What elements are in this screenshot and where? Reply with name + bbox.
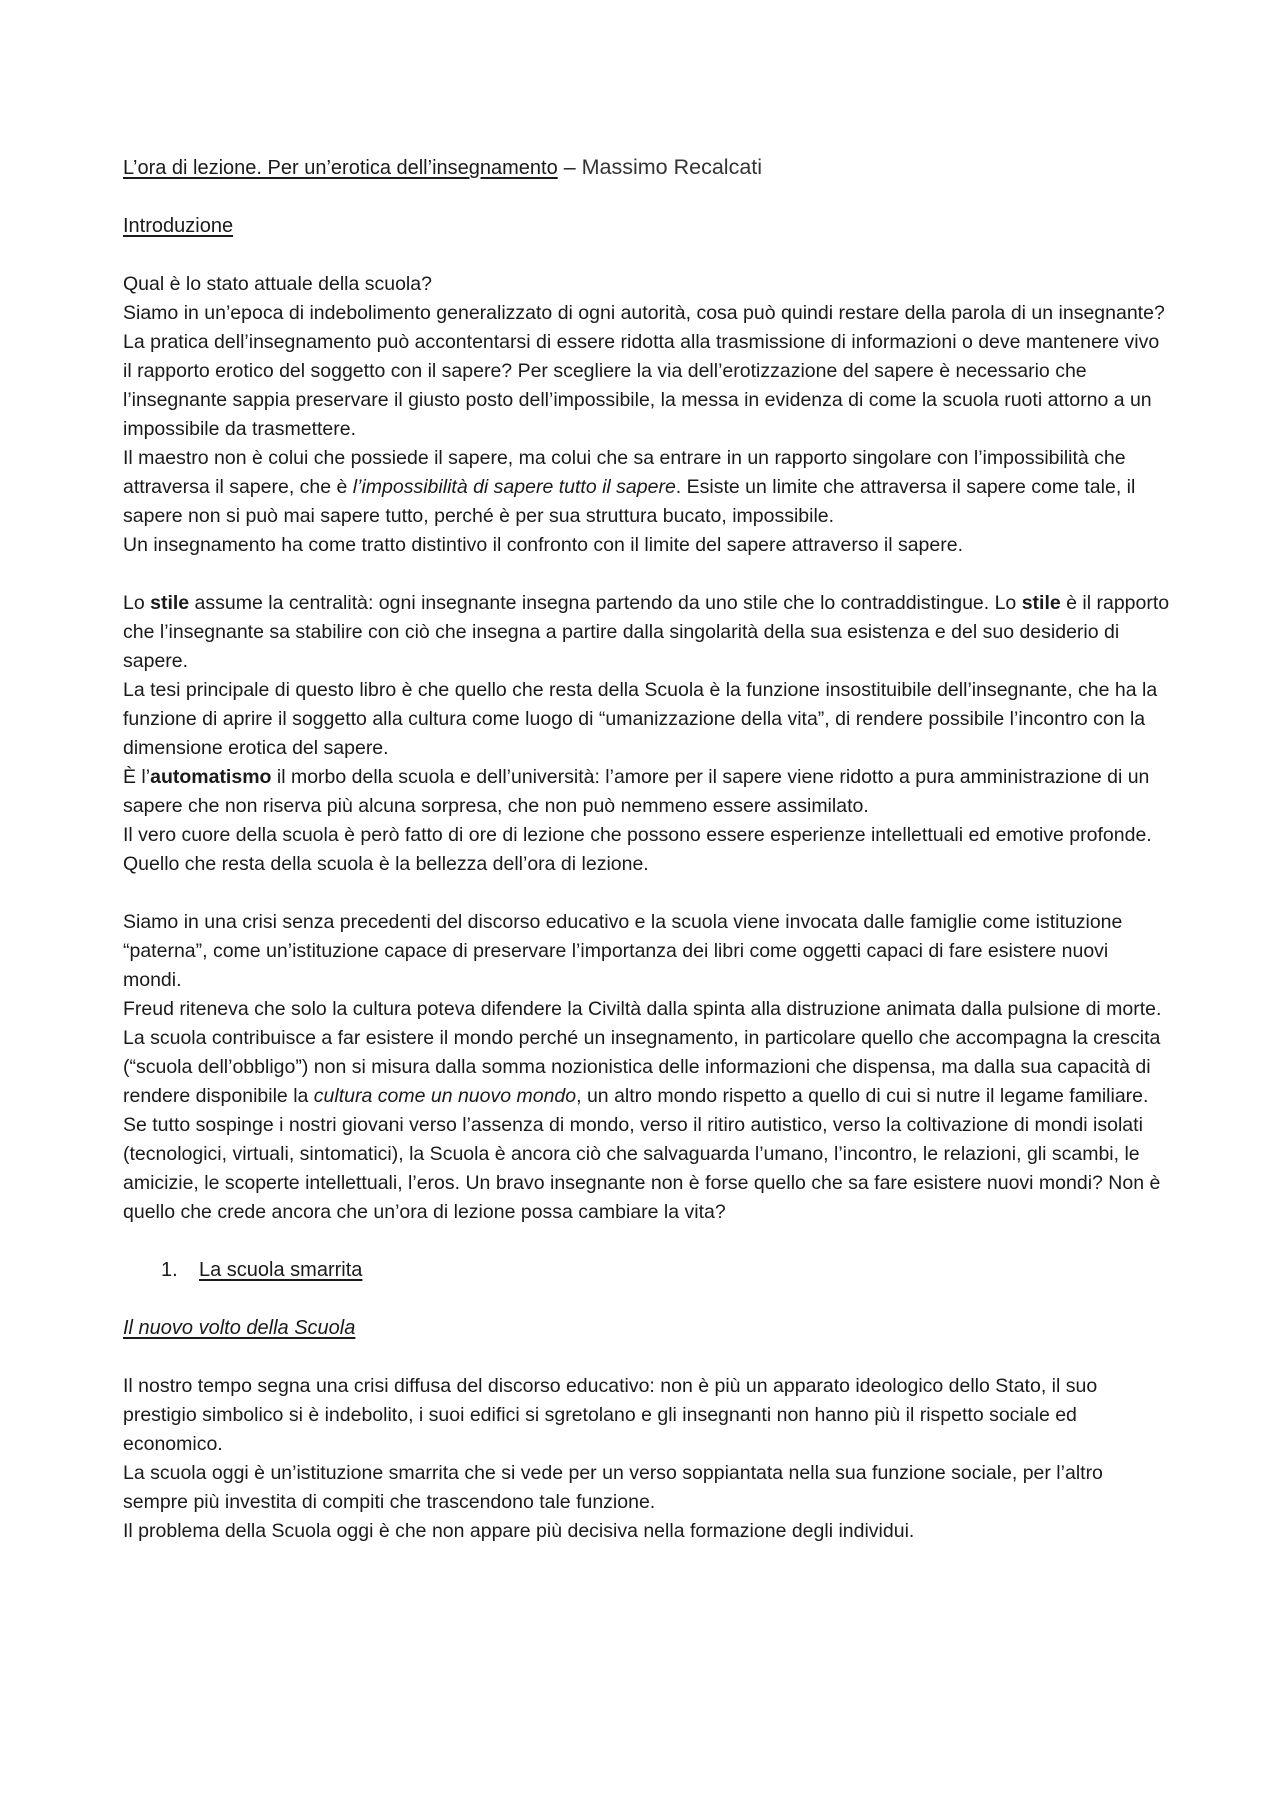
- text-run: , un altro mondo rispetto a quello di cui si nutre il legame familiare.: [576, 1085, 1149, 1107]
- paragraph: [123, 589, 1170, 676]
- section-subheading: Il nuovo volto della Scuola: [123, 1317, 356, 1339]
- paragraph: Siamo in un’epoca di indebolimento generalizzato di ogni autorità, cosa può quindi restare della parola di un insegnante? La pratica dell’insegnamento può accontentarsi di essere ridotta alla trasmissione di informazioni o deve mantenere vivo il rapporto erotico del soggetto con il sapere? Per scegliere la via dell’erotizzazione del sapere è necessario che l’insegnante sappia preservare il giusto posto dell’impossibile, la messa in evidenza di come la scuola ruoti attorno a un impossibile da trasmettere.: [123, 302, 1165, 440]
- text-run: il morbo della scuola e dell’università: l’amore per il sapere viene ridotto a pura amministrazione di un sapere che non riserva più alcuna sorpresa, che non può nemmeno essere assimilato.: [123, 766, 1150, 817]
- paragraph: La tesi principale di questo libro è che quello che resta della Scuola è la funzione insostituibile dell’insegnante, che ha la funzione di aprire il soggetto alla cultura come luogo di “umanizzazione della vita”, di rendere possibile l’incontro con la dimensione erotica del sapere.: [123, 679, 1158, 759]
- chapter-number: 1.: [161, 1259, 178, 1281]
- chapter-title: La scuola smarrita: [199, 1259, 363, 1281]
- document-title: [123, 152, 1170, 183]
- paragraph: [123, 444, 1170, 531]
- paragraph: La scuola oggi è un’istituzione smarrita che si vede per un verso soppiantata nella sua funzione sociale, per l’altro sempre più investita di compiti che trascendono tale funzione.: [123, 1462, 1103, 1513]
- introduction-block-2: [123, 589, 1170, 879]
- chapter-1-heading: [123, 1256, 1170, 1285]
- paragraph: Il nostro tempo segna una crisi diffusa del discorso educativo: non è più un apparato ideologico dello Stato, il suo prestigio simbolico si è indebolito, i suoi edifici si sgretolano e gli insegnanti non hanno più il rispetto sociale ed economico.: [123, 1375, 1098, 1455]
- paragraph: Qual è lo stato attuale della scuola?: [123, 273, 432, 295]
- text-run: . Esiste un limite che attraversa il sapere come tale, il sapere non si può mai sapere tutto, perché è per sua struttura bucato, impossibile.: [123, 476, 1136, 527]
- text-run: è il rapporto che l’insegnante sa stabilire con ciò che insegna a partire dalla singolarità della sua esistenza e del suo desiderio di sapere.: [123, 592, 1170, 672]
- italic-emphasis: l’impossibilità di sapere tutto il sapere: [352, 476, 676, 498]
- paragraph: Un insegnamento ha come tratto distintivo il confronto con il limite del sapere attraverso il sapere.: [123, 534, 964, 556]
- book-title: L’ora di lezione. Per un’erotica dell’insegnamento: [123, 157, 558, 179]
- introduction-heading: Introduzione: [123, 215, 234, 237]
- paragraph: [123, 1024, 1170, 1111]
- paragraph: Siamo in una crisi senza precedenti del discorso educativo e la scuola viene invocata dalle famiglie come istituzione “paterna”, come un’istituzione capace di preservare l’importanza dei libri come oggetti capaci di fare esistere nuovi mondi.: [123, 911, 1123, 991]
- text-run: Il maestro non è colui che possiede il sapere, ma colui che sa entrare in un rapporto singolare con l’impossibilità che attraversa il sapere, che è: [123, 447, 1126, 498]
- paragraph: Il problema della Scuola oggi è che non appare più decisiva nella formazione degli individui.: [123, 1520, 915, 1542]
- paragraph: Il vero cuore della scuola è però fatto di ore di lezione che possono essere esperienze intellettuali ed emotive profonde. Quello che resta della scuola è la bellezza dell’ora di lezione.: [123, 824, 1152, 875]
- bold-term: stile: [150, 592, 190, 614]
- paragraph: [123, 763, 1170, 821]
- introduction-block-1: [123, 270, 1170, 560]
- text-run: Lo: [123, 592, 151, 614]
- text-run: La scuola contribuisce a far esistere il mondo perché un insegnamento, in particolare quello che accompagna la crescita (“scuola dell’obbligo”) non si misura dalla somma nozionistica delle informazioni che dispensa, ma dalla sua capacità di rendere disponibile la: [123, 1027, 1161, 1107]
- text-run: È l’: [123, 766, 151, 788]
- book-author: Massimo Recalcati: [581, 155, 763, 179]
- paragraph: Freud riteneva che solo la cultura poteva difendere la Civiltà dalla spinta alla distruzione animata dalla pulsione di morte.: [123, 998, 1162, 1020]
- paragraph: Se tutto sospinge i nostri giovani verso l’assenza di mondo, verso il ritiro autistico, verso la coltivazione di mondi isolati (tecnologici, virtuali, sintomatici), la Scuola è ancora ciò che salvaguarda l’umano, l’incontro, le relazioni, gli scambi, le amicizie, le scoperte intellettuali, l’eros. Un bravo insegnante non è forse quello che sa fare esistere nuovi mondi? Non è quello che crede ancora che un’ora di lezione possa cambiare la vita?: [123, 1114, 1161, 1223]
- bold-term: stile: [1021, 592, 1061, 614]
- title-separator: –: [557, 155, 582, 179]
- text-run: assume la centralità: ogni insegnante insegna partendo da uno stile che lo contraddistingue. Lo: [189, 592, 1022, 614]
- introduction-block-3: [123, 908, 1170, 1227]
- chapter-1-body: [123, 1372, 1170, 1546]
- bold-term: automatismo: [150, 766, 272, 788]
- italic-emphasis: cultura come un nuovo mondo: [313, 1085, 577, 1107]
